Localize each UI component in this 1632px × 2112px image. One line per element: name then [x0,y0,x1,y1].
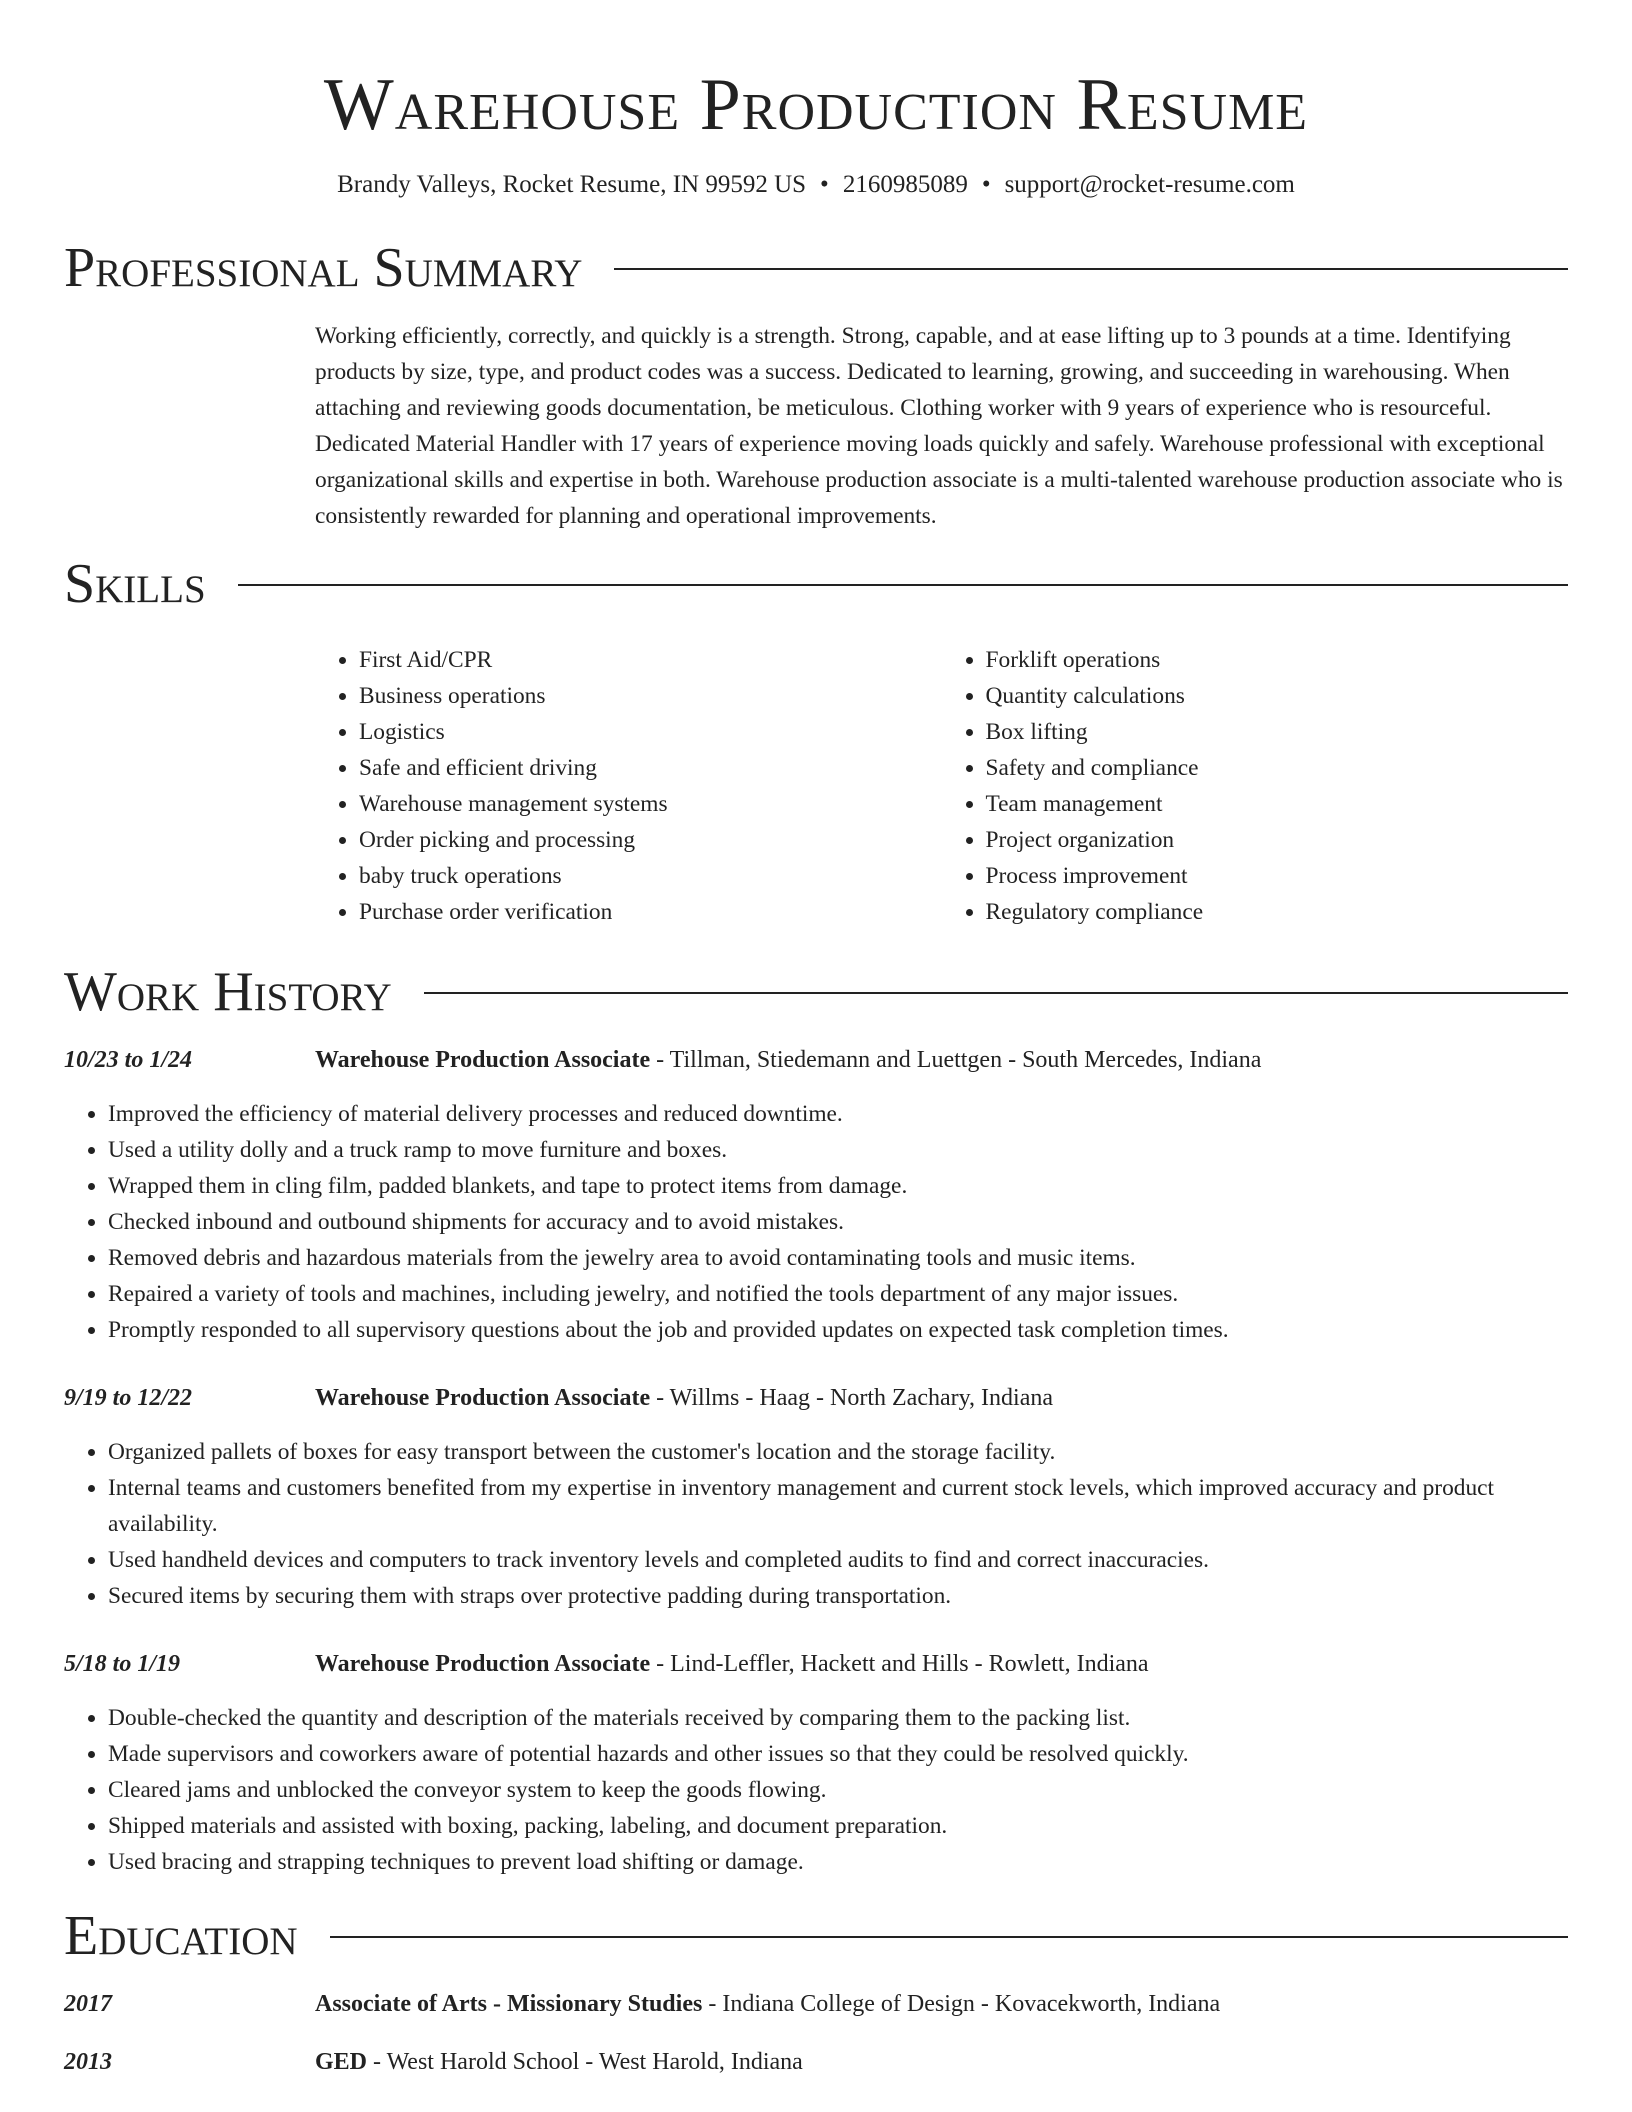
contact-address: Brandy Valleys, Rocket Resume, IN 99592 US [337,171,807,198]
job-header [315,1646,1149,1682]
section-divider [330,1936,1568,1938]
job-bullets [64,1434,1568,1614]
education-degree: GED [315,2049,368,2075]
job-bullet: • Made supervisors and coworkers aware of potential hazards and other issues so that they could be resolved quickly. [108,1736,1568,1772]
education-entry [64,2044,1568,2080]
work-history-section [64,960,1568,1880]
education-section [64,1904,1568,2080]
skill-item: • Safety and compliance [986,750,1569,786]
skill-item: • Project organization [986,822,1569,858]
summary-section [64,236,1568,534]
resume-title: Warehouse Production Resume [323,64,1309,146]
job-details: - Tillman, Stiedemann and Luettgen - South Mercedes, Indiana [650,1047,1262,1073]
section-divider [614,268,1568,270]
skills-header [64,552,1568,616]
job-bullets [64,1700,1568,1880]
job-bullet: • Secured items by securing them with straps over protective padding during transportation. [108,1578,1568,1614]
job-bullet: • Used handheld devices and computers to track inventory levels and completed audits to find and correct inaccuracies. [108,1542,1568,1578]
education-year: 2013 [64,2049,112,2075]
skill-item: • baby truck operations [359,858,942,894]
education-header [64,1904,1568,1968]
contact-line [64,168,1568,202]
skill-item: • Warehouse management systems [359,786,942,822]
job-details: - Lind-Leffler, Hackett and Hills - Rowlett, Indiana [650,1651,1149,1677]
contact-email: support@rocket-resume.com [1004,171,1295,198]
skill-item: • Purchase order verification [359,894,942,930]
summary-heading: Professional Summary [64,237,583,299]
job-bullet: • Double-checked the quantity and description of the materials received by comparing them to the packing list. [108,1700,1568,1736]
job-bullet: • Internal teams and customers benefited from my expertise in inventory management and current stock levels, which improved accuracy and product availability. [108,1470,1568,1542]
summary-text: Working efficiently, correctly, and quickly is a strength. Strong, capable, and at ease lifting up to 3 pounds at a time. Identifying products by size, type, and product codes was a success. Dedicated to learning, growing, and succeeding in warehousing. When attaching and reviewing goods documentation, be meticulous. Clothing worker with 9 years of experience who is resourceful. Dedicated Material Handler with 17 years of experience moving loads quickly and safely. Warehouse professional with exceptional organizational skills and expertise in both. Warehouse production associate is a multi-talented warehouse production associate who is consistently rewarded for planning and operational improvements. [315,323,1563,529]
skill-item: • Order picking and processing [359,822,942,858]
skills-heading: Skills [64,553,206,615]
work-history-header [64,960,1568,1024]
skills-grid [315,642,1568,930]
skill-item: • Process improvement [986,858,1569,894]
skills-list-left [315,642,942,930]
skills-section [64,552,1568,930]
skill-item: • First Aid/CPR [359,642,942,678]
job-bullet: • Wrapped them in cling film, padded blankets, and tape to protect items from damage. [108,1168,1568,1204]
section-divider [238,584,1568,586]
education-details: - Indiana College of Design - Kovacekworth, Indiana [702,1991,1221,2017]
education-details: - West Harold School - West Harold, Indiana [367,2049,803,2075]
job-dates: 10/23 to 1/24 [64,1047,193,1073]
job-bullet: • Checked inbound and outbound shipments for accuracy and to avoid mistakes. [108,1204,1568,1240]
skill-item: • Regulatory compliance [986,894,1569,930]
job-header [315,1380,1053,1416]
job-bullet: • Used bracing and strapping techniques to prevent load shifting or damage. [108,1844,1568,1880]
skill-item: • Logistics [359,714,942,750]
job-title: Warehouse Production Associate [315,1385,651,1411]
education-year: 2017 [64,1991,112,2017]
job-title: Warehouse Production Associate [315,1047,651,1073]
job-header [315,1042,1261,1078]
work-history-heading: Work History [64,961,392,1023]
contact-separator: • [820,171,829,198]
education-degree: Associate of Arts - Missionary Studies [315,1991,703,2017]
summary-header [64,236,1568,300]
job-bullet: • Promptly responded to all supervisory questions about the job and provided updates on expected task completion times. [108,1312,1568,1348]
job-title: Warehouse Production Associate [315,1651,651,1677]
skill-item: • Team management [986,786,1569,822]
job-entry [64,1042,1568,1348]
job-entry [64,1646,1568,1880]
contact-phone: 2160985089 [842,171,968,198]
section-divider [424,992,1568,994]
education-header-line [315,2044,803,2080]
resume-page [64,0,1568,2080]
education-header-line [315,1986,1220,2022]
job-details: - Willms - Haag - North Zachary, Indiana [650,1385,1054,1411]
job-bullet: • Shipped materials and assisted with boxing, packing, labeling, and document preparation. [108,1808,1568,1844]
job-bullet: • Cleared jams and unblocked the conveyor system to keep the goods flowing. [108,1772,1568,1808]
skill-item: • Box lifting [986,714,1569,750]
contact-separator: • [981,171,991,198]
skills-list-right [942,642,1569,930]
education-heading: Education [64,1905,298,1967]
skill-item: • Quantity calculations [986,678,1569,714]
job-bullet: • Organized pallets of boxes for easy transport between the customer's location and the storage facility. [108,1434,1568,1470]
job-bullet: • Repaired a variety of tools and machines, including jewelry, and notified the tools department of any major issues. [108,1276,1568,1312]
job-bullet: • Used a utility dolly and a truck ramp to move furniture and boxes. [108,1132,1568,1168]
job-bullets [64,1096,1568,1348]
job-entry [64,1380,1568,1614]
job-dates: 9/19 to 12/22 [64,1385,193,1411]
skill-item: • Safe and efficient driving [359,750,942,786]
job-dates: 5/18 to 1/19 [64,1651,181,1677]
job-bullet: • Improved the efficiency of material delivery processes and reduced downtime. [108,1096,1568,1132]
job-bullet: • Removed debris and hazardous materials from the jewelry area to avoid contaminating tools and music items. [108,1240,1568,1276]
skill-item: • Forklift operations [986,642,1569,678]
education-entry [64,1986,1568,2022]
skill-item: • Business operations [359,678,942,714]
